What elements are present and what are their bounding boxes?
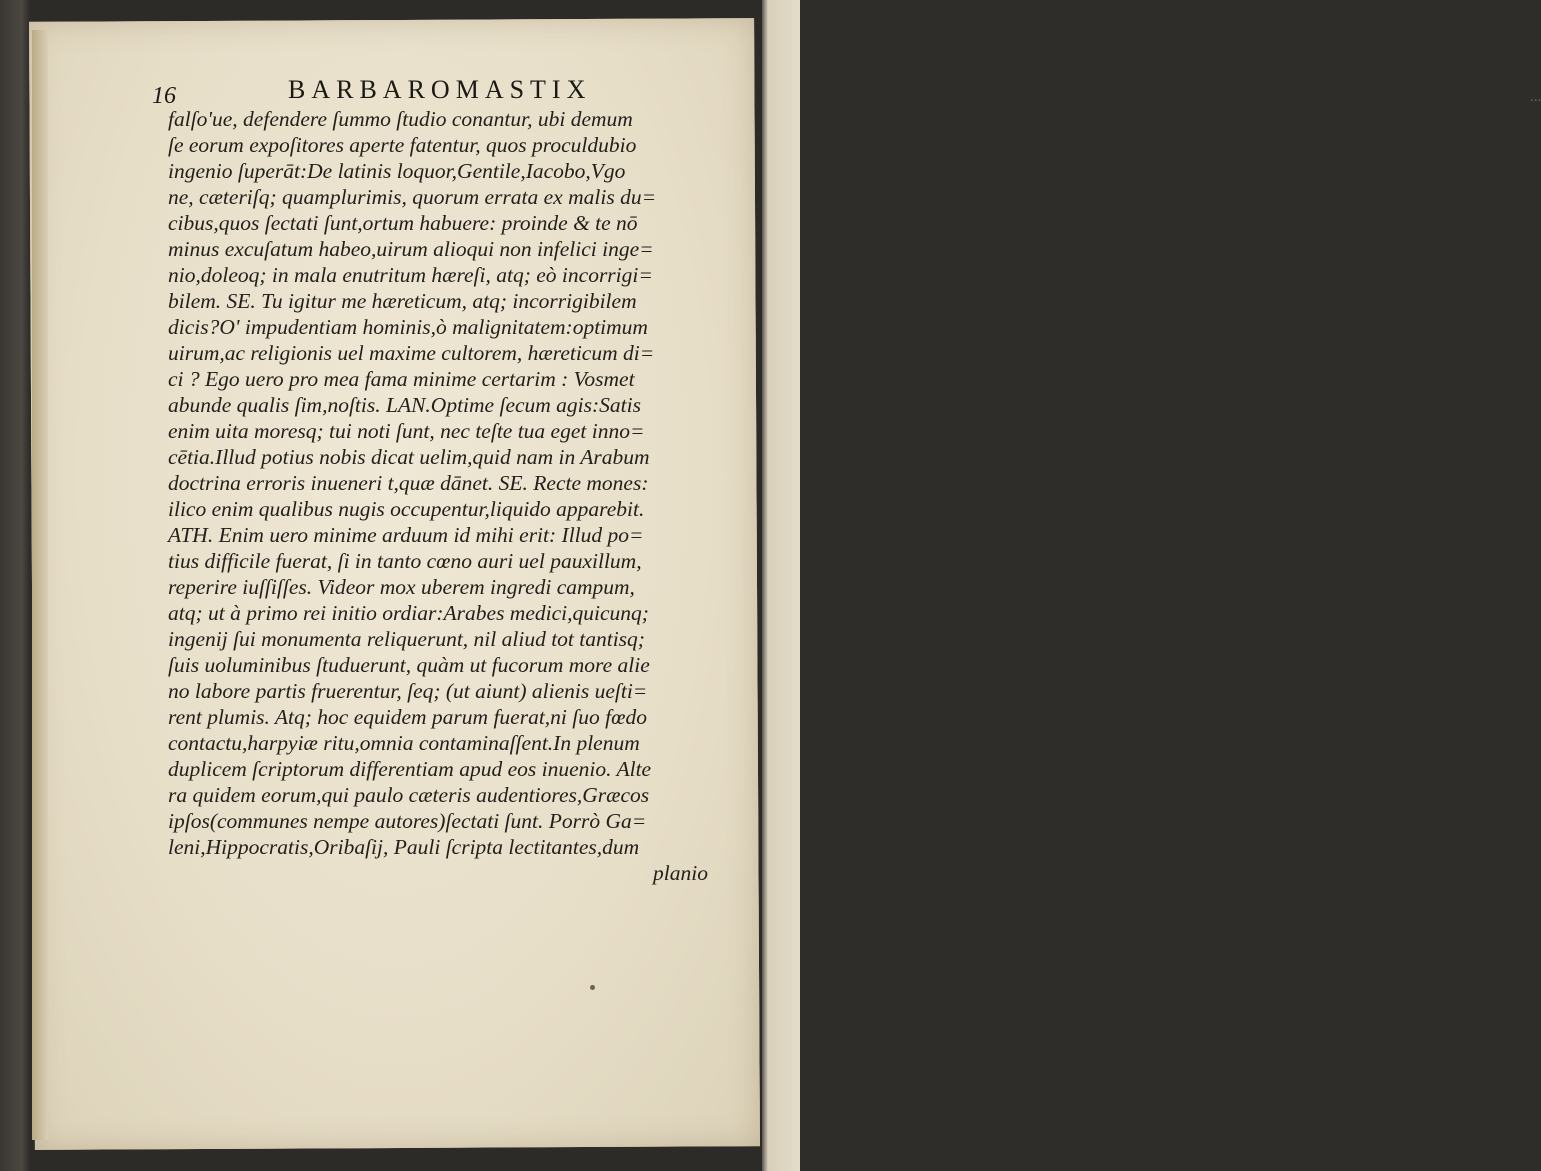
bleed-through-text: ... [1530,90,1541,104]
text-line: uirum,ac religionis uel maxime cultorem, hæreticum di= [168,341,655,365]
text-line: enim uita moresq; tui noti ſunt, nec teſte tua eget inno= [168,419,645,443]
text-line: ipſos(communes nempe autores)ſectati ſunt. Porrò Ga= [168,809,647,833]
text-line: no labore partis fruerentur, ſeq; (ut aiunt) alienis ueſti= [168,679,648,703]
text-line: minus excuſatum habeo,uirum alioqui non infelici inge= [168,237,654,261]
text-line: bilem. SE. Tu igitur me hæreticum, atq; incorrigibilem [168,289,637,313]
text-line: ATH. Enim uero minime arduum id mihi erit: Illud po= [168,523,644,547]
text-line: falſo'ue, defendere ſummo ſtudio conantur, ubi demum [168,107,633,131]
text-line: leni,Hippocratis,Oribaſij, Pauli ſcripta lectitantes,dum [168,835,640,859]
page-gutter [32,30,48,1140]
text-line: ci ? Ego uero pro mea fama minime certarim : Vosmet [168,367,635,391]
text-line: ſe eorum expoſitores aperte fatentur, quos proculdubio [168,133,637,157]
text-line: ſuis uoluminibus ſtuduerunt, quàm ut fucorum more alie [168,653,650,677]
text-line: cibus,quos ſectati ſunt,ortum habuere: proinde & te nō [168,211,638,235]
text-line: ne, cæteriſq; quamplurimis, quorum errata ex malis du= [168,185,657,209]
text-line: contactu,harpyiæ ritu,omnia contaminaſſent.In plenum [168,731,640,755]
text-line: dicis?O' impudentiam hominis,ò malignitatem:optimum [168,315,648,339]
text-line: tius difficile fuerat, ſi in tanto cœno auri uel pauxillum, [168,549,642,573]
catchword: planio [653,861,708,885]
text-line: doctrina erroris inueneri t,quæ dānet. SE. Recte mones: [168,471,649,495]
facing-page-edge [762,0,1541,1171]
text-line: duplicem ſcriptorum differentiam apud eos inuenio. Alte [168,757,652,781]
body-text [168,106,728,886]
text-line: ra quidem eorum,qui paulo cæteris audentiores,Græcos [168,783,650,807]
text-line: atq; ut à primo rei initio ordiar:Arabes medici,quicunq; [168,601,649,625]
running-head: BARBAROMASTIX [288,75,592,104]
page-number: 16 [152,83,176,109]
text-line: rent plumis. Atq; hoc equidem parum fuerat,ni ſuo fœdo [168,705,647,729]
text-line: ingenij ſui monumenta reliquerunt, nil aliud tot tantisq; [168,627,645,651]
text-line: nio,doleoq; in mala enutritum hæreſi, atq; eò incorrigi= [168,263,653,287]
text-line: reperire iuſſiſſes. Videor mox uberem ingredi campum, [168,575,635,599]
text-line: cētia.Illud potius nobis dicat uelim,quid nam in Arabum [168,445,650,469]
ink-spot [590,985,595,990]
text-line: ingenio ſuperāt:De latinis loquor,Gentile,Iacobo,Vgo [168,159,626,183]
text-line: ilico enim qualibus nugis occupentur,liquido apparebit. [168,497,645,521]
text-line: abunde qualis ſim,noſtis. LAN.Optime ſecum agis:Satis [168,393,641,417]
